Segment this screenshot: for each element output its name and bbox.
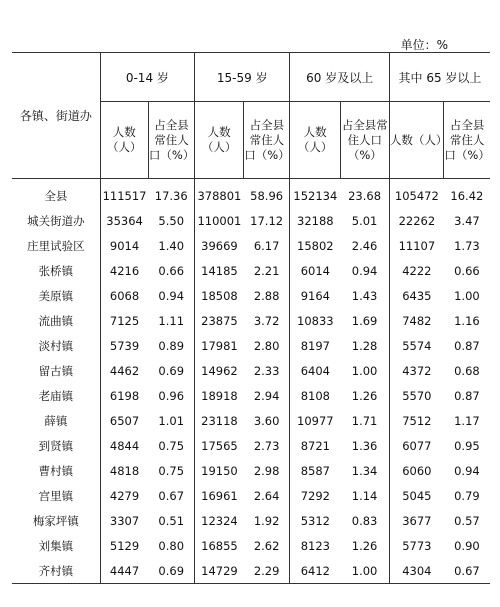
cell-share: 1.92 [244, 508, 290, 533]
cell-count: 6198 [109, 388, 140, 403]
cell-count: 5312 [300, 513, 330, 528]
cell-share: 0.94 [340, 258, 389, 283]
cell-count: 16855 [201, 538, 238, 553]
cell-share: 0.96 [148, 383, 194, 408]
cell-share: 1.00 [340, 558, 389, 584]
cell-share: 1.71 [340, 408, 389, 433]
sub-header-share: 占全县常住人口（%） [148, 102, 194, 179]
cell-count: 7292 [300, 488, 330, 503]
cell-share: 0.51 [148, 508, 194, 533]
cell-count: 8587 [300, 463, 330, 478]
cell-count: 6412 [300, 563, 330, 578]
cell-share: 2.29 [244, 558, 290, 584]
table-row [12, 208, 490, 233]
cell-count: 39669 [201, 238, 238, 253]
cell-count: 4372 [402, 363, 432, 378]
cell-share: 0.68 [454, 363, 480, 378]
row-name: 宫里镇 [12, 483, 100, 508]
cell-share: 6.17 [244, 233, 290, 258]
cell-share: 17.36 [148, 179, 194, 209]
cell-count: 4447 [109, 563, 140, 578]
table-row [12, 483, 490, 508]
cell-share: 1.16 [454, 313, 480, 328]
cell-share: 0.89 [148, 333, 194, 358]
sub-header-share: 占全县常住人口（%） [340, 102, 389, 179]
cell-share: 3.60 [244, 408, 290, 433]
cell-share: 16.42 [450, 188, 484, 203]
sub-header-count: 人数（人） [100, 102, 148, 179]
table-row [12, 258, 490, 283]
row-name: 曹村镇 [12, 458, 100, 483]
group-header-0-14: 0-14 岁 [100, 53, 194, 102]
row-name: 流曲镇 [12, 308, 100, 333]
cell-count: 8123 [300, 538, 330, 553]
population-age-table [12, 52, 490, 584]
cell-count: 14962 [201, 363, 238, 378]
cell-count: 4222 [402, 263, 432, 278]
cell-share: 2.33 [244, 358, 290, 383]
cell-share: 0.94 [148, 283, 194, 308]
table-row [12, 233, 490, 258]
cell-count: 23875 [201, 313, 238, 328]
cell-count: 8721 [300, 438, 330, 453]
cell-share: 1.26 [340, 533, 389, 558]
row-name: 留古镇 [12, 358, 100, 383]
cell-count: 11107 [398, 238, 436, 253]
cell-share: 0.95 [454, 438, 480, 453]
cell-count: 6014 [300, 263, 330, 278]
cell-count: 18508 [201, 288, 238, 303]
cell-share: 1.73 [454, 238, 480, 253]
cell-count: 16961 [201, 488, 238, 503]
cell-count: 14729 [201, 563, 238, 578]
cell-count: 9164 [300, 288, 330, 303]
row-name: 老庙镇 [12, 383, 100, 408]
cell-count: 5570 [402, 388, 432, 403]
cell-share: 1.43 [340, 283, 389, 308]
cell-share: 1.69 [340, 308, 389, 333]
cell-count: 5129 [109, 538, 140, 553]
cell-count: 110001 [197, 213, 242, 228]
cell-count: 10977 [297, 413, 334, 428]
cell-share: 1.34 [340, 458, 389, 483]
unit-label: 单位：% [400, 38, 448, 52]
cell-share: 2.80 [244, 333, 290, 358]
cell-share: 1.26 [340, 383, 389, 408]
row-name: 到贤镇 [12, 433, 100, 458]
cell-count: 4216 [109, 263, 140, 278]
cell-count: 14185 [201, 263, 238, 278]
cell-share: 3.47 [454, 213, 480, 228]
cell-share: 2.46 [340, 233, 389, 258]
cell-count: 8197 [300, 338, 330, 353]
cell-share: 0.87 [454, 388, 480, 403]
cell-share: 2.94 [244, 383, 290, 408]
cell-share: 0.83 [340, 508, 389, 533]
cell-count: 9014 [109, 238, 140, 253]
table-row [12, 358, 490, 383]
cell-count: 4279 [109, 488, 140, 503]
sub-header-count: 人数（人） [389, 102, 443, 179]
cell-share: 1.17 [454, 413, 480, 428]
cell-share: 0.94 [454, 463, 480, 478]
row-name: 城关街道办 [12, 208, 100, 233]
cell-count: 17565 [201, 438, 238, 453]
cell-share: 1.00 [340, 358, 389, 383]
cell-share: 0.57 [454, 513, 480, 528]
cell-count: 105472 [394, 188, 439, 203]
row-name: 薛镇 [12, 408, 100, 433]
cell-count: 6068 [109, 288, 140, 303]
cell-share: 0.67 [148, 483, 194, 508]
cell-share: 1.40 [148, 233, 194, 258]
cell-count: 6404 [300, 363, 330, 378]
row-name: 齐村镇 [12, 558, 100, 584]
row-header: 各镇、街道办 [12, 53, 100, 179]
cell-count: 10833 [297, 313, 334, 328]
cell-count: 5045 [402, 488, 432, 503]
cell-count: 17981 [201, 338, 238, 353]
cell-share: 2.88 [244, 283, 290, 308]
cell-share: 5.01 [340, 208, 389, 233]
sub-header-share: 占全县常住人口（%） [244, 102, 290, 179]
table-row [12, 533, 490, 558]
cell-count: 5773 [402, 538, 432, 553]
table-row [12, 508, 490, 533]
group-header-15-59: 15-59 岁 [195, 53, 290, 102]
cell-count: 32188 [297, 213, 334, 228]
cell-share: 0.75 [148, 458, 194, 483]
cell-count: 4462 [109, 363, 140, 378]
row-name: 庄里试验区 [12, 233, 100, 258]
cell-share: 0.80 [148, 533, 194, 558]
cell-count: 6435 [402, 288, 432, 303]
cell-count: 378801 [197, 188, 242, 203]
cell-share: 2.62 [244, 533, 290, 558]
cell-share: 1.01 [148, 408, 194, 433]
cell-count: 23118 [201, 413, 238, 428]
row-name: 梅家坪镇 [12, 508, 100, 533]
cell-count: 4304 [402, 563, 432, 578]
table-body [12, 179, 490, 584]
table-row [12, 179, 490, 209]
cell-count: 4844 [109, 438, 140, 453]
cell-share: 0.66 [454, 263, 480, 278]
cell-count: 19150 [201, 463, 238, 478]
cell-count: 22262 [398, 213, 436, 228]
cell-count: 15802 [297, 238, 334, 253]
cell-share: 0.69 [148, 358, 194, 383]
cell-count: 6507 [109, 413, 140, 428]
cell-share: 2.98 [244, 458, 290, 483]
cell-count: 5574 [402, 338, 432, 353]
cell-share: 0.67 [454, 563, 480, 578]
row-name: 张桥镇 [12, 258, 100, 283]
cell-share: 2.64 [244, 483, 290, 508]
row-name: 刘集镇 [12, 533, 100, 558]
cell-count: 4818 [109, 463, 140, 478]
cell-share: 2.21 [244, 258, 290, 283]
table-row [12, 308, 490, 333]
cell-share: 58.96 [244, 179, 290, 209]
table-row [12, 333, 490, 358]
cell-count: 7482 [402, 313, 432, 328]
cell-share: 23.68 [340, 179, 389, 209]
cell-count: 7512 [402, 413, 432, 428]
cell-share: 0.90 [454, 538, 480, 553]
cell-share: 0.66 [148, 258, 194, 283]
cell-share: 0.75 [148, 433, 194, 458]
row-name: 全县 [12, 179, 100, 209]
cell-share: 0.79 [454, 488, 480, 503]
cell-share: 0.69 [148, 558, 194, 584]
table-row [12, 433, 490, 458]
cell-count: 111517 [102, 188, 147, 203]
cell-count: 3307 [109, 513, 140, 528]
cell-count: 5739 [109, 338, 140, 353]
cell-share: 0.87 [454, 338, 480, 353]
cell-count: 12324 [201, 513, 238, 528]
cell-share: 3.72 [244, 308, 290, 333]
cell-count: 6077 [402, 438, 432, 453]
row-name: 淡村镇 [12, 333, 100, 358]
table-row [12, 383, 490, 408]
cell-share: 1.00 [454, 288, 480, 303]
cell-share: 1.36 [340, 433, 389, 458]
cell-count: 6060 [402, 463, 432, 478]
cell-count: 7125 [109, 313, 140, 328]
cell-share: 1.14 [340, 483, 389, 508]
sub-header-count: 人数（人） [290, 102, 340, 179]
cell-share: 1.28 [340, 333, 389, 358]
cell-count: 152134 [293, 188, 338, 203]
group-header-60-plus: 60 岁及以上 [290, 53, 389, 102]
group-header-65-plus: 其中 65 岁以上 [389, 53, 490, 102]
cell-count: 8108 [300, 388, 330, 403]
cell-count: 35364 [106, 213, 143, 228]
cell-share: 1.11 [148, 308, 194, 333]
cell-share: 5.50 [148, 208, 194, 233]
cell-share: 2.73 [244, 433, 290, 458]
table-row [12, 458, 490, 483]
sub-header-share: 占全县常住人口（%） [444, 102, 490, 179]
table-row [12, 558, 490, 584]
table-row [12, 408, 490, 433]
sub-header-count: 人数（人） [195, 102, 244, 179]
cell-count: 3677 [402, 513, 432, 528]
row-name: 美原镇 [12, 283, 100, 308]
cell-count: 18918 [201, 388, 238, 403]
table-row [12, 283, 490, 308]
cell-share: 17.12 [244, 208, 290, 233]
